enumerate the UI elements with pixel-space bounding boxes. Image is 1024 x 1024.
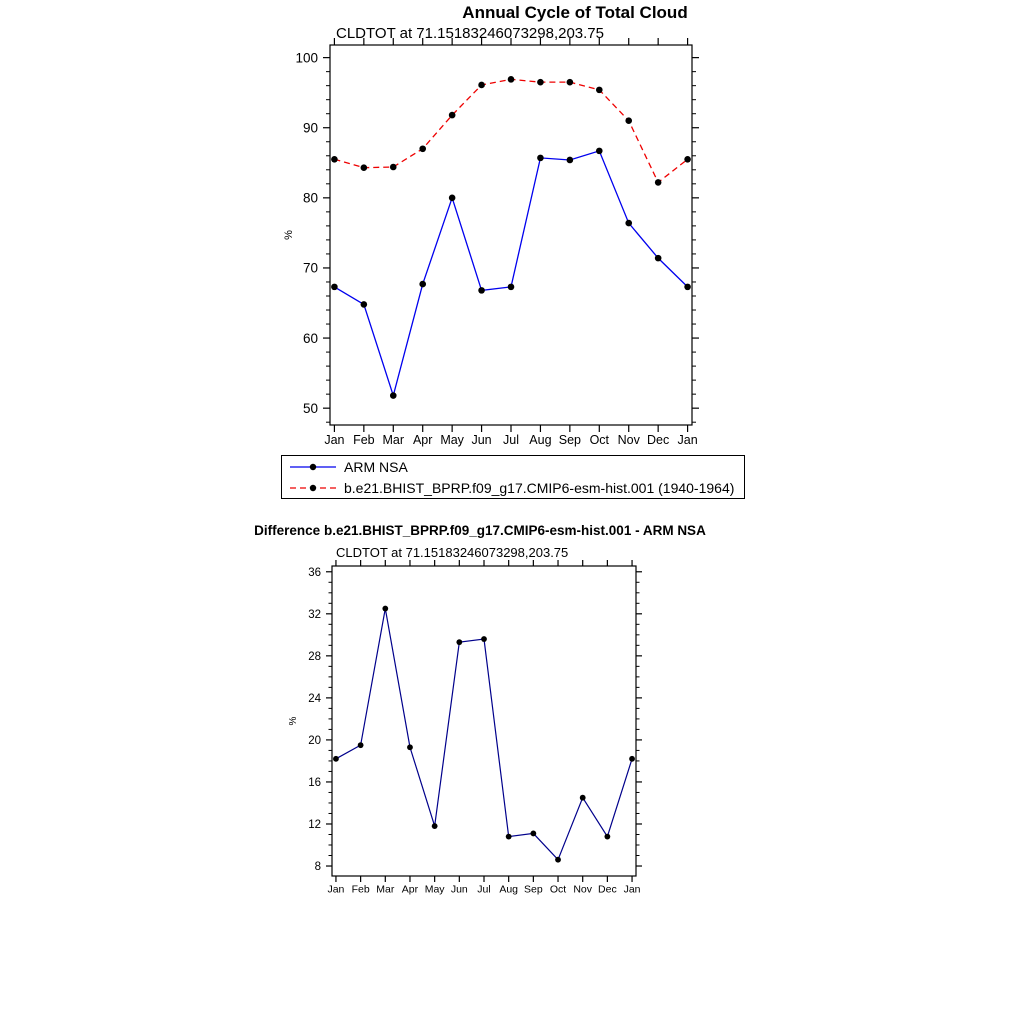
svg-text:Aug: Aug [499, 883, 519, 896]
svg-text:Mar: Mar [376, 883, 395, 896]
svg-text:Jan: Jan [324, 433, 345, 447]
svg-text:Sep: Sep [558, 433, 581, 447]
svg-text:Jan: Jan [327, 883, 345, 896]
svg-text:28: 28 [308, 650, 321, 663]
chart-subtitle-difference: CLDTOT at 71.15183246073298,203.75 [336, 545, 569, 560]
legend [281, 455, 745, 499]
svg-text:Jun: Jun [450, 883, 468, 896]
svg-text:70: 70 [302, 260, 318, 276]
svg-text:Feb: Feb [351, 883, 370, 896]
svg-text:100: 100 [295, 50, 318, 66]
svg-text:Apr: Apr [401, 883, 419, 896]
svg-text:32: 32 [308, 608, 321, 621]
legend-line-sample-arm-nsa [287, 459, 339, 475]
svg-text:8: 8 [314, 861, 321, 874]
svg-text:Dec: Dec [647, 433, 670, 447]
annual-cycle-line-chart [270, 33, 730, 453]
svg-text:%: % [283, 230, 295, 240]
svg-text:Jul: Jul [503, 433, 519, 447]
svg-text:Dec: Dec [598, 883, 617, 896]
svg-text:90: 90 [302, 120, 318, 136]
legend-item-arm-nsa [282, 456, 744, 477]
legend-label-model-run: b.e21.BHIST_BPRP.f09_g17.CMIP6-esm-hist.001 (1940-1964) [344, 479, 735, 496]
svg-text:Mar: Mar [382, 433, 405, 447]
svg-text:60: 60 [302, 330, 318, 346]
svg-text:Oct: Oct [549, 883, 567, 896]
svg-text:Oct: Oct [589, 433, 610, 447]
svg-text:16: 16 [308, 776, 321, 789]
svg-text:Nov: Nov [617, 433, 640, 447]
chart-subtitle-annual-cycle: CLDTOT at 71.15183246073298,203.75 [336, 25, 604, 42]
svg-text:Jan: Jan [677, 433, 698, 447]
svg-text:50: 50 [302, 400, 318, 416]
legend-line-sample-model-run [287, 480, 339, 496]
chart-title-difference: Difference b.e21.BHIST_BPRP.f09_g17.CMIP6-esm-hist.001 - ARM NSA [254, 523, 706, 538]
svg-text:12: 12 [308, 819, 321, 832]
svg-text:Jun: Jun [471, 433, 492, 447]
legend-item-model-run [282, 477, 744, 498]
svg-text:Feb: Feb [353, 433, 375, 447]
svg-text:80: 80 [302, 190, 318, 206]
svg-text:Jul: Jul [477, 883, 491, 896]
difference-line-chart [270, 552, 690, 902]
svg-text:May: May [440, 433, 464, 447]
chart-title-annual-cycle: Annual Cycle of Total Cloud [462, 3, 688, 22]
svg-text:Sep: Sep [524, 883, 543, 896]
svg-text:%: % [288, 716, 299, 726]
svg-text:36: 36 [308, 566, 321, 579]
legend-label-arm-nsa: ARM NSA [344, 458, 408, 475]
svg-text:Jan: Jan [623, 883, 641, 896]
svg-text:Apr: Apr [412, 433, 433, 447]
svg-text:24: 24 [308, 692, 321, 705]
svg-text:Aug: Aug [529, 433, 552, 447]
svg-text:May: May [424, 883, 445, 896]
svg-text:Nov: Nov [573, 883, 593, 896]
svg-text:20: 20 [308, 734, 321, 747]
